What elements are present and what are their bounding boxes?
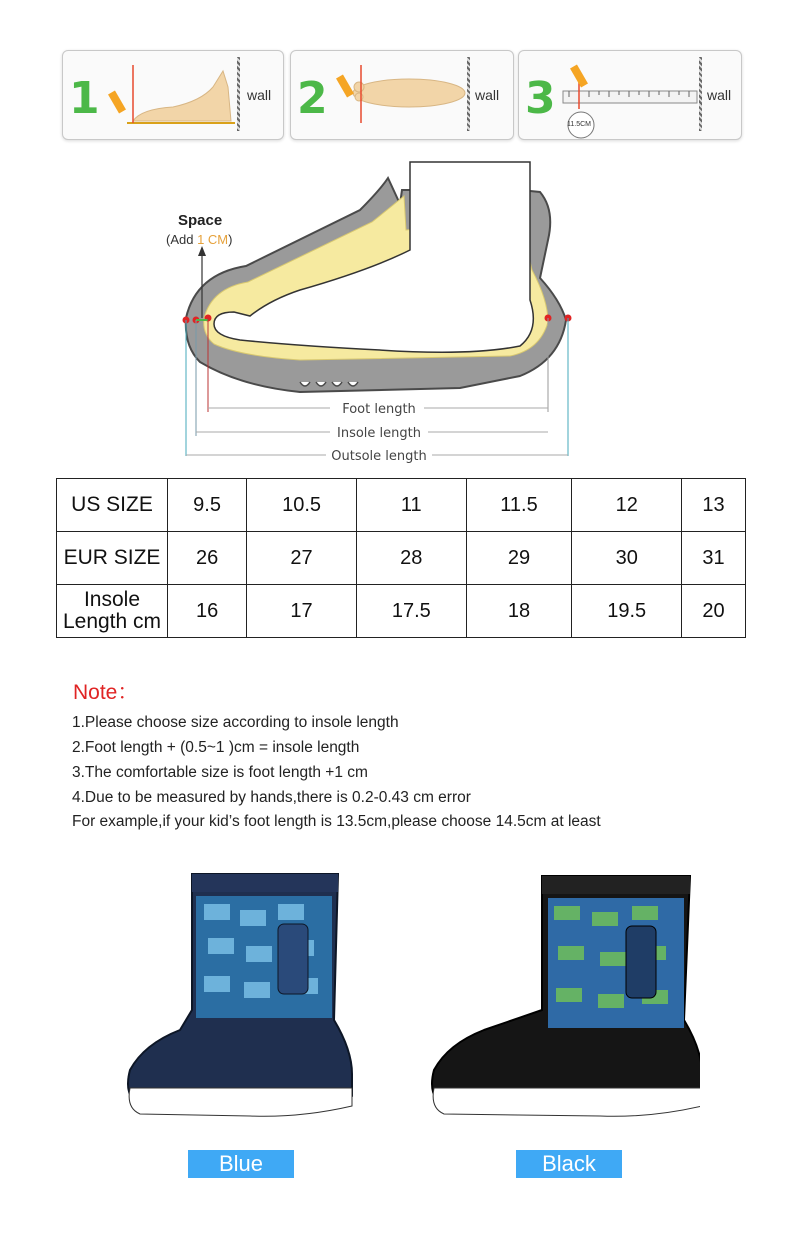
table-cell: 11.5 — [466, 479, 572, 532]
table-cell: 28 — [356, 532, 466, 585]
note-line: 3.The comfortable size is foot length +1 cm — [72, 764, 368, 781]
step-number: 1 — [69, 73, 100, 124]
table-cell: 13 — [682, 479, 746, 532]
row-header: US SIZE — [57, 479, 168, 532]
row-header — [57, 585, 168, 638]
ruler-value: 11.5CM — [567, 121, 591, 128]
table-cell: 20 — [682, 585, 746, 638]
table-row — [57, 585, 746, 638]
boot-blue-image — [100, 860, 380, 1140]
step-number: 2 — [297, 73, 328, 124]
space-note — [166, 232, 232, 247]
table-cell: 10.5 — [247, 479, 357, 532]
table-cell: 29 — [466, 532, 572, 585]
table-cell: 16 — [168, 585, 247, 638]
space-note-value: 1 CM — [197, 232, 229, 247]
table-cell: 26 — [168, 532, 247, 585]
measure-step-1 — [62, 50, 284, 140]
space-title: Space — [178, 212, 223, 229]
note-line: For example,if your kid’s foot length is 13.5cm,please choose 14.5cm at least — [72, 813, 601, 830]
step-number: 3 — [525, 73, 556, 124]
foot-length-label: Foot length — [342, 402, 416, 417]
wall-icon — [467, 57, 470, 131]
shoe-diagram — [0, 150, 800, 480]
table-cell: 30 — [572, 532, 682, 585]
table-cell: 19.5 — [572, 585, 682, 638]
table-cell: 11 — [356, 479, 466, 532]
row-header-line2: Length cm — [62, 610, 162, 633]
measure-step-3 — [518, 50, 742, 140]
insole-length-label: Insole length — [337, 426, 421, 441]
wall-icon — [699, 57, 702, 131]
wall-label: wall — [475, 87, 500, 103]
table-cell: 17.5 — [356, 585, 466, 638]
row-header: EUR SIZE — [57, 532, 168, 585]
space-note-suffix: ) — [228, 232, 233, 247]
color-label-blue[interactable]: Blue — [188, 1150, 294, 1178]
table-cell: 18 — [466, 585, 572, 638]
table-cell: 27 — [247, 532, 357, 585]
wall-label: wall — [247, 87, 272, 103]
table-cell: 12 — [572, 479, 682, 532]
outsole-length-label: Outsole length — [331, 449, 427, 464]
table-cell: 17 — [247, 585, 357, 638]
table-cell: 9.5 — [168, 479, 247, 532]
boot-black-image — [420, 860, 700, 1140]
table-row — [57, 479, 746, 532]
wall-icon — [237, 57, 240, 131]
row-header-line1: Insole — [83, 588, 141, 611]
table-cell: 31 — [682, 532, 746, 585]
color-label-black[interactable]: Black — [516, 1150, 622, 1178]
measure-step-2 — [290, 50, 514, 140]
note-line: 2.Foot length + (0.5~1 )cm = insole length — [72, 739, 360, 756]
size-table — [56, 478, 746, 638]
note-title: Note： — [73, 681, 139, 704]
note-line: 4.Due to be measured by hands,there is 0.2-0.43 cm error — [72, 789, 471, 806]
note-line: 1.Please choose size according to insole length — [72, 714, 399, 731]
wall-label: wall — [707, 87, 732, 103]
table-row — [57, 532, 746, 585]
space-note-prefix: (Add — [166, 232, 198, 247]
